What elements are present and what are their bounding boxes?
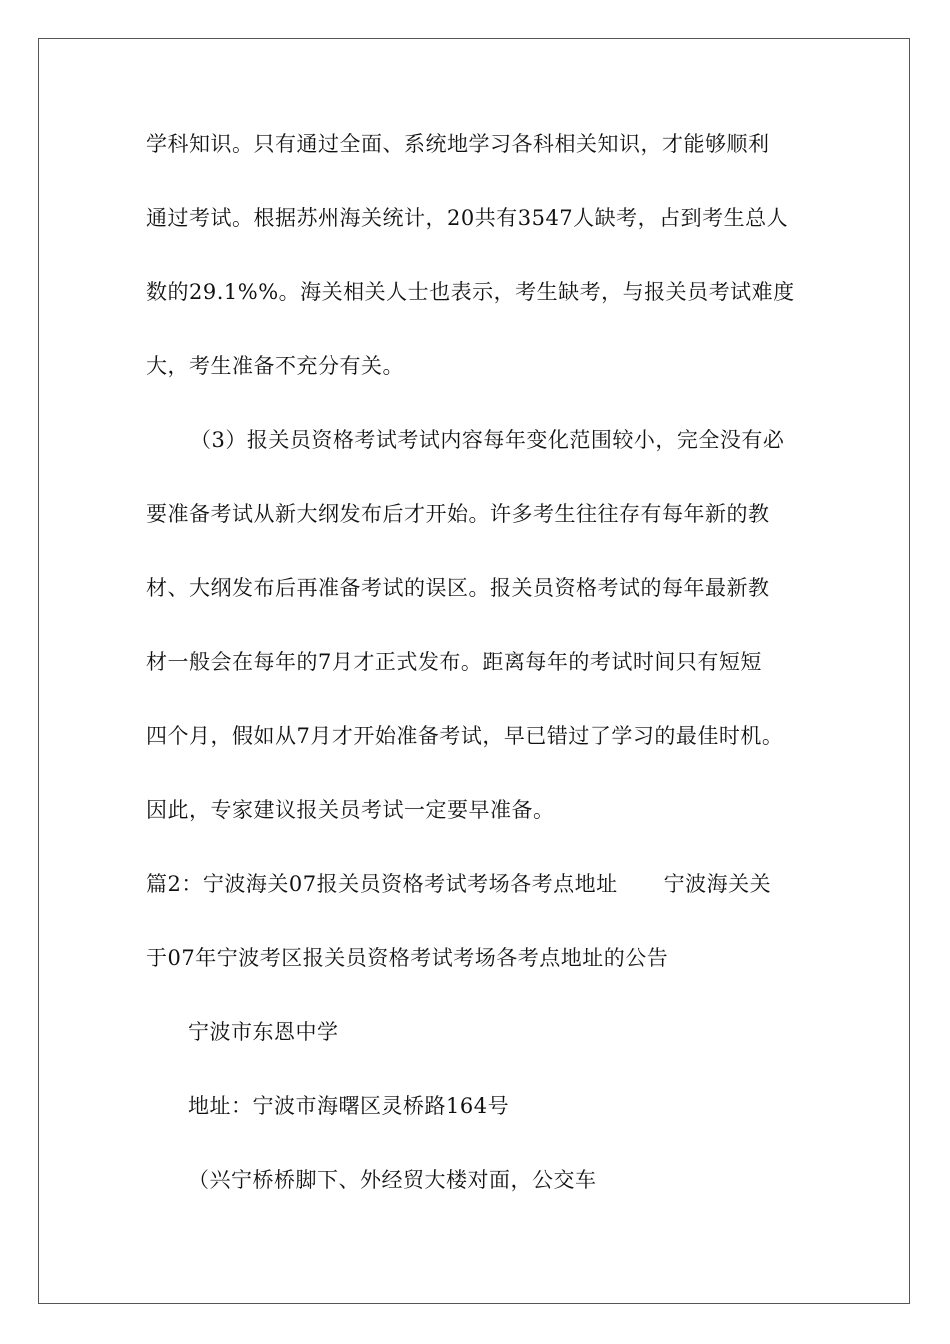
text-line: 数的29.1%%。海关相关人士也表示，考生缺考，与报关员考试难度 [146, 280, 795, 304]
text-line: 学科知识。只有通过全面、系统地学习各科相关知识，才能够顺利 [146, 132, 770, 156]
address-note: （兴宁桥桥脚下、外经贸大楼对面，公交车 [188, 1168, 597, 1192]
text-line: 要准备考试从新大纲发布后才开始。许多考生往往存有每年新的教 [146, 502, 770, 526]
text-line: 大，考生准备不充分有关。 [146, 354, 404, 378]
section-title-part2: 宁波海关关 [663, 872, 772, 896]
text-line: 通过考试。根据苏州海关统计，20共有3547人缺考，占到考生总人 [146, 206, 789, 230]
text-line: 四个月，假如从7月才开始准备考试，早已错过了学习的最佳时机。 [146, 724, 784, 748]
text-line: 材、大纲发布后再准备考试的误区。报关员资格考试的每年最新教 [146, 576, 770, 600]
text-line: （3）报关员资格考试考试内容每年变化范围较小，完全没有必 [190, 428, 785, 452]
section-title [146, 870, 810, 944]
text-line: 因此，专家建议报关员考试一定要早准备。 [146, 798, 555, 822]
school-name: 宁波市东恩中学 [188, 1020, 339, 1044]
section-title-part1: 篇2：宁波海关07报关员资格考试考场各考点地址 [146, 872, 618, 896]
school-address: 地址：宁波市海曙区灵桥路164号 [188, 1094, 510, 1118]
section-title-line2: 于07年宁波考区报关员资格考试考场各考点地址的公告 [146, 946, 669, 970]
document-body [146, 130, 810, 1240]
text-line: 材一般会在每年的7月才正式发布。距离每年的考试时间只有短短 [146, 650, 762, 674]
